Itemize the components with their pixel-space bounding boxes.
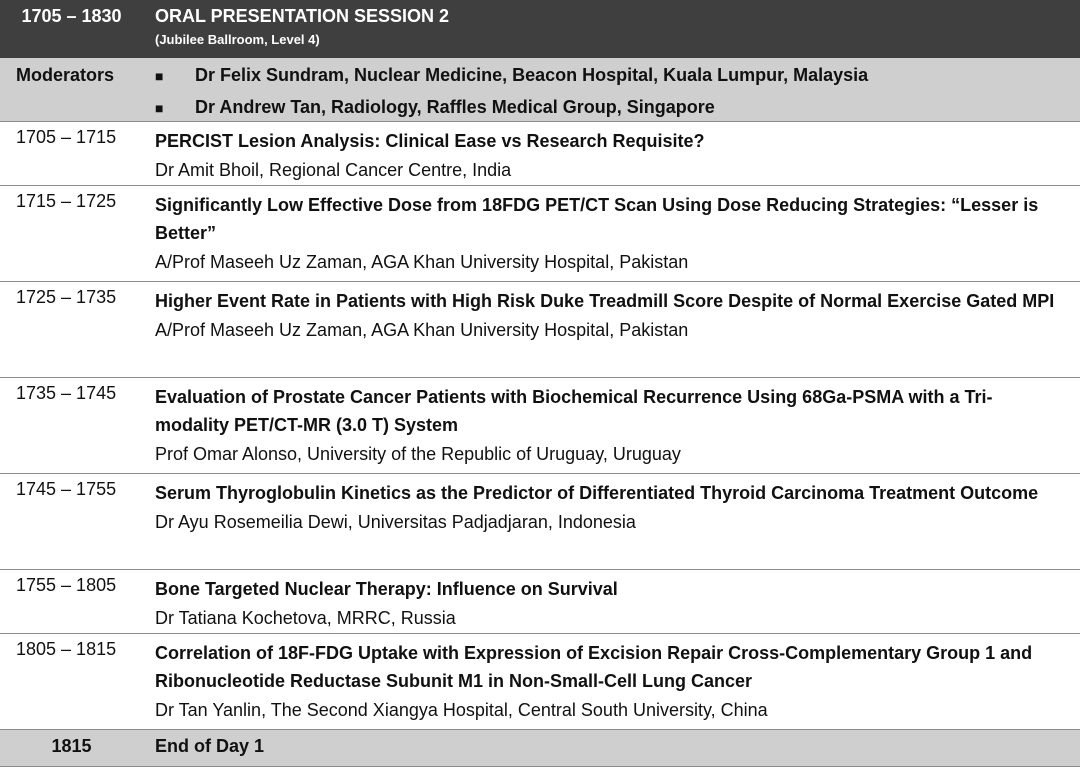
talk-content [143,186,1080,281]
talk-row [0,474,1080,570]
talk-speaker: Dr Tatiana Kochetova, MRRC, Russia [155,608,456,628]
session-time: 1705 – 1830 [21,6,122,26]
talk-title: Evaluation of Prostate Cancer Patients with Biochemical Recurrence Using 68Ga-PSMA with a Tri-modality PET/CT-MR (3.0 T) System [155,387,993,435]
talk-speaker: A/Prof Maseeh Uz Zaman, AGA Khan University Hospital, Pakistan [155,252,689,272]
talk-content [143,474,1080,569]
talk-speaker: Dr Amit Bhoil, Regional Cancer Centre, India [155,160,512,180]
moderator-name: Dr Felix Sundram, Nuclear Medicine, Beacon Hospital, Kuala Lumpur, Malaysia [195,65,869,85]
talk-time: 1735 – 1745 [16,383,117,403]
talk-row [0,122,1080,186]
talk-content [143,634,1080,729]
talk-row [0,378,1080,474]
session-header-row [0,0,1080,58]
talk-row [0,570,1080,634]
talk-title: Correlation of 18F-FDG Uptake with Expression of Excision Repair Cross-Complementary Group 1 and Ribonucleotide Reductase Subunit M1 in Non-Small-Cell Lung Cancer [155,643,1033,691]
talk-title: PERCIST Lesion Analysis: Clinical Ease vs Research Requisite? [155,131,705,151]
talk-time: 1745 – 1755 [16,479,117,499]
moderators-list [143,58,1080,121]
talk-title: Higher Event Rate in Patients with High Risk Duke Treadmill Score Despite of Normal Exercise Gated MPI [155,291,1055,311]
end-of-day-row [0,730,1080,767]
end-time: 1815 [51,736,92,756]
talk-title: Significantly Low Effective Dose from 18FDG PET/CT Scan Using Dose Reducing Strategies: “Lesser is Better” [155,195,1039,243]
talk-row [0,186,1080,282]
moderators-row [0,58,1080,122]
talk-time: 1705 – 1715 [16,127,117,147]
moderator-item [155,65,1062,97]
talk-content [143,122,1080,185]
talk-content [143,570,1080,633]
square-bullet-icon: ■ [155,68,164,84]
talk-time: 1715 – 1725 [16,191,117,211]
session-venue: (Jubilee Ballroom, Level 4) [155,32,320,47]
session-title: ORAL PRESENTATION SESSION 2 [155,6,450,26]
moderator-name: Dr Andrew Tan, Radiology, Raffles Medical Group, Singapore [195,97,715,117]
talk-speaker: Dr Tan Yanlin, The Second Xiangya Hospital, Central South University, China [155,700,768,720]
talk-speaker: A/Prof Maseeh Uz Zaman, AGA Khan University Hospital, Pakistan [155,320,689,340]
talk-time: 1755 – 1805 [16,575,117,595]
talk-row [0,282,1080,378]
end-label: End of Day 1 [155,736,265,756]
moderators-label: Moderators [16,65,115,85]
talk-title: Serum Thyroglobulin Kinetics as the Predictor of Differentiated Thyroid Carcinoma Treatment Outcome [155,483,1039,503]
session-heading [143,0,1080,58]
talk-title: Bone Targeted Nuclear Therapy: Influence on Survival [155,579,618,599]
talk-speaker: Prof Omar Alonso, University of the Republic of Uruguay, Uruguay [155,444,681,464]
talk-content [143,282,1080,377]
square-bullet-icon: ■ [155,100,164,116]
talk-content [143,378,1080,473]
talk-row [0,634,1080,730]
talk-time: 1725 – 1735 [16,287,117,307]
talk-time: 1805 – 1815 [16,639,117,659]
talk-speaker: Dr Ayu Rosemeilia Dewi, Universitas Padjadjaran, Indonesia [155,512,636,532]
